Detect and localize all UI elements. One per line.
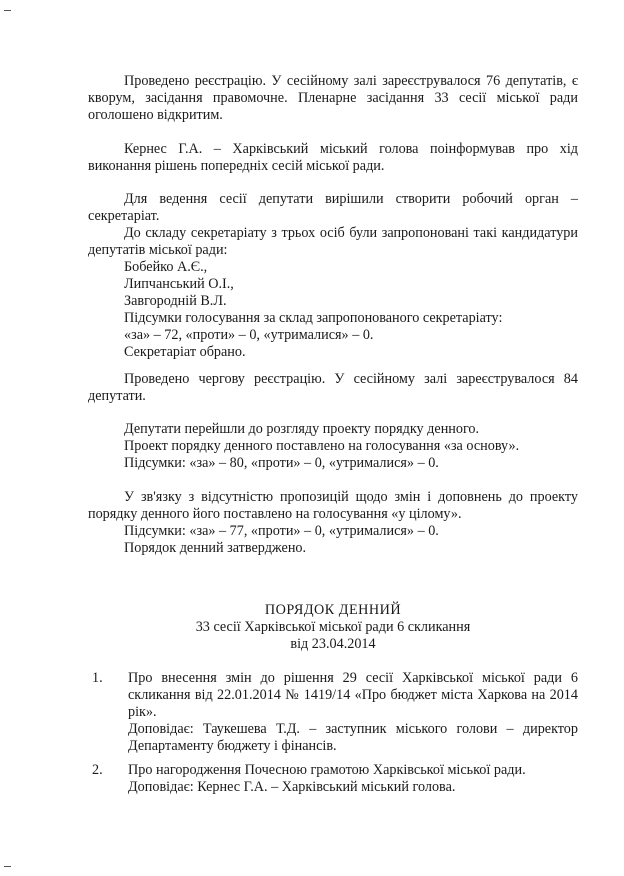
paragraph-agenda-whole: У зв'язку з відсутністю пропозицій щодо змін і доповнень до проекту порядку денного його поставлено на голосування «у цілому». xyxy=(88,489,578,522)
paragraph-kernes-info: Кернес Г.А. – Харківський міський голова поінформував про хід виконання рішень попередніх сесій міської ради. xyxy=(88,141,578,174)
secretariat-elected: Секретаріат обрано. xyxy=(124,344,246,360)
agenda-whole-section xyxy=(88,523,614,557)
secretariat-vote-result: «за» – 72, «проти» – 0, «утрималися» – 0. xyxy=(124,327,374,343)
candidate-name: Завгородній В.Л. xyxy=(124,293,227,309)
paragraph-secretariat-proposed: До складу секретаріату з трьох осіб були запропоновані такі кандидатури депутатів міської ради: xyxy=(88,225,578,258)
agenda-item-number: 2. xyxy=(92,762,103,778)
agenda-whole-result: Підсумки: «за» – 77, «проти» – 0, «утрималися» – 0. xyxy=(124,523,439,539)
paragraph-registration-2: Проведено чергову реєстрацію. У сесійному залі зареєструвалося 84 депутати. xyxy=(88,371,578,404)
agenda-basis-result: Підсумки: «за» – 80, «проти» – 0, «утрималися» – 0. xyxy=(124,455,439,471)
edge-mark-bottom xyxy=(4,866,11,867)
candidate-name: Бобейко А.Є., xyxy=(124,259,208,275)
edge-mark-top xyxy=(4,10,11,11)
candidate-name: Липчанський О.І., xyxy=(124,276,234,292)
agenda-title: ПОРЯДОК ДЕННИЙ xyxy=(264,602,402,618)
agenda-consider: Депутати перейшли до розгляду проекту порядку денного. xyxy=(124,421,480,437)
agenda-item xyxy=(88,762,578,796)
agenda-item-number: 1. xyxy=(92,670,103,686)
agenda-item-speaker: Доповідає: Кернес Г.А. – Харківський міський голова. xyxy=(128,779,456,795)
agenda-basis-section xyxy=(88,421,614,472)
agenda-item-speaker: Доповідає: Таукешева Т.Д. – заступник міського голови – директор Департаменту бюджету і фінансів. xyxy=(128,721,578,754)
paragraph-registration-1: Проведено реєстрацію. У сесійному залі зареєструвалося 76 депутатів, є кворум, засідання правомочне. Пленарне засідання 33 сесії міської ради оголошено відкритим. xyxy=(88,73,578,123)
agenda-item-text: Про внесення змін до рішення 29 сесії Харківської міської ради 6 скликання від 22.01.2014 № 1419/14 «Про бюджет міста Харкова на 2014 рік». xyxy=(128,670,578,720)
agenda-basis: Проект порядку денного поставлено на голосування «за основу». xyxy=(124,438,520,454)
candidate-list xyxy=(88,259,614,361)
agenda-date: від 23.04.2014 xyxy=(290,636,376,652)
agenda-approved: Порядок денний затверджено. xyxy=(124,540,307,556)
secretariat-vote-title: Підсумки голосування за склад запропонованого секретаріату: xyxy=(124,310,503,326)
agenda-item-text: Про нагородження Почесною грамотою Харківської міської ради. xyxy=(128,762,526,778)
paragraph-secretariat-intro: Для ведення сесії депутати вирішили створити робочий орган – секретаріат. xyxy=(88,191,578,224)
agenda-subtitle: 33 сесії Харківської міської ради 6 скликання xyxy=(195,619,471,635)
agenda-item xyxy=(88,670,578,755)
